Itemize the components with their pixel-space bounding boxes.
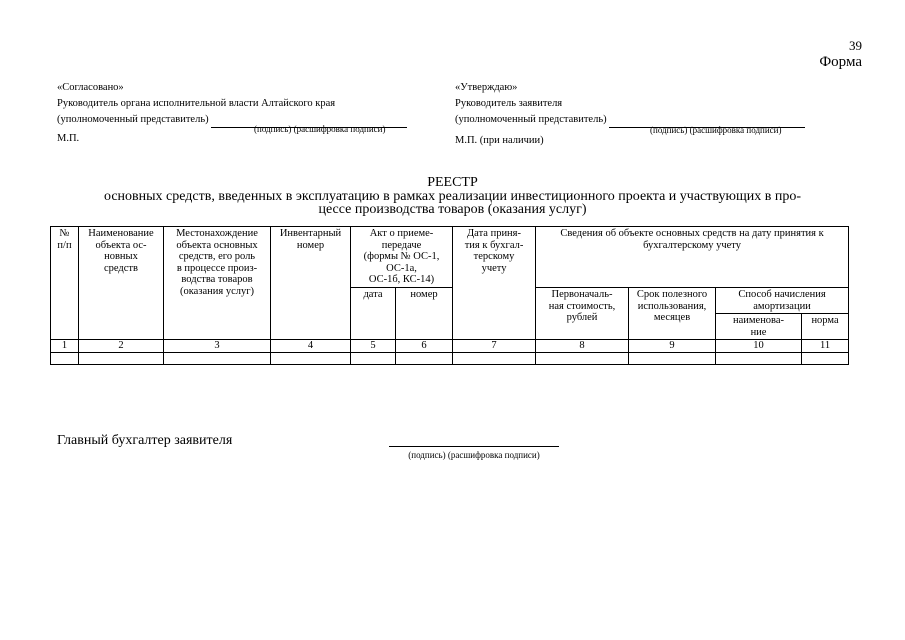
table-row	[51, 353, 849, 365]
table-cell[interactable]	[164, 353, 271, 365]
approval-right-rep: (уполномоченный представитель)	[455, 112, 805, 128]
approval-left-title: «Согласовано»	[57, 82, 124, 93]
col-header-location: Местонахождение объекта основных средств, его роль в процессе произ- водства товаров (оказания услуг)	[164, 227, 271, 340]
page-number: 39	[849, 38, 862, 53]
table-cell[interactable]	[351, 353, 396, 365]
col-header-depreciation: Способ начисления амортизации	[716, 288, 849, 314]
col-header-initial-cost: Первоначаль- ная стоимость, рублей	[536, 288, 629, 340]
col-header-dep-norm: норма	[802, 314, 849, 340]
col-header-num: № п/п	[51, 227, 79, 340]
table-cell[interactable]	[716, 353, 802, 365]
col-number: 5	[351, 340, 396, 353]
approval-left-caption: (подпись) (расшифровка подписи)	[254, 124, 386, 134]
register-title-line1: основных средств, введенных в эксплуатацию в рамках реализации инвестиционного проекта и участвующих в про-	[103, 189, 802, 204]
col-header-act-number: номер	[396, 288, 453, 340]
col-header-dep-name: наименова- ние	[716, 314, 802, 340]
approval-left-rep: (уполномоченный представитель)	[57, 112, 407, 128]
register-table	[50, 226, 849, 365]
approval-left-position: Руководитель органа исполнительной власти Алтайского края	[57, 98, 336, 109]
col-header-useful-life: Срок полезного использования, месяцев	[629, 288, 716, 340]
col-number: 4	[271, 340, 351, 353]
col-header-acceptance-date: Дата приня- тия к бухгал- терскому учету	[453, 227, 536, 340]
col-number: 2	[79, 340, 164, 353]
form-label: Форма	[819, 54, 862, 70]
table-cell[interactable]	[396, 353, 453, 365]
signature-line	[389, 446, 559, 447]
approval-right-title: «Утверждаю»	[455, 82, 518, 93]
col-number: 9	[629, 340, 716, 353]
col-number: 1	[51, 340, 79, 353]
table-cell[interactable]	[536, 353, 629, 365]
approval-left-stamp: М.П.	[57, 133, 80, 144]
col-header-info: Сведения об объекте основных средств на дату принятия к бухгалтерскому учету	[536, 227, 849, 288]
col-number: 8	[536, 340, 629, 353]
col-header-act-date: дата	[351, 288, 396, 340]
table-cell[interactable]	[802, 353, 849, 365]
approval-right-position: Руководитель заявителя	[455, 98, 563, 109]
table-cell[interactable]	[79, 353, 164, 365]
approval-right	[455, 80, 805, 128]
register-heading: РЕЕСТР	[427, 175, 478, 190]
col-number: 3	[164, 340, 271, 353]
table-cell[interactable]	[51, 353, 79, 365]
approval-right-stamp: М.П. (при наличии)	[455, 135, 544, 146]
col-number: 11	[802, 340, 849, 353]
col-header-inventory: Инвентарный номер	[271, 227, 351, 340]
chief-accountant-label: Главный бухгалтер заявителя	[57, 433, 233, 448]
table-cell[interactable]	[629, 353, 716, 365]
col-header-act: Акт о приеме- передаче (формы № ОС-1, ОС-1а, ОС-1б, КС-14)	[351, 227, 453, 288]
col-number: 6	[396, 340, 453, 353]
approval-left	[57, 80, 407, 128]
signature-caption: (подпись) (расшифровка подписи)	[408, 450, 540, 460]
register-title-line2: цессе производства товаров (оказания услуг)	[318, 202, 587, 217]
table-cell[interactable]	[453, 353, 536, 365]
col-number: 7	[453, 340, 536, 353]
col-number: 10	[716, 340, 802, 353]
approval-right-caption: (подпись) (расшифровка подписи)	[650, 125, 782, 135]
table-cell[interactable]	[271, 353, 351, 365]
col-header-name: Наименование объекта ос- новных средств	[79, 227, 164, 340]
